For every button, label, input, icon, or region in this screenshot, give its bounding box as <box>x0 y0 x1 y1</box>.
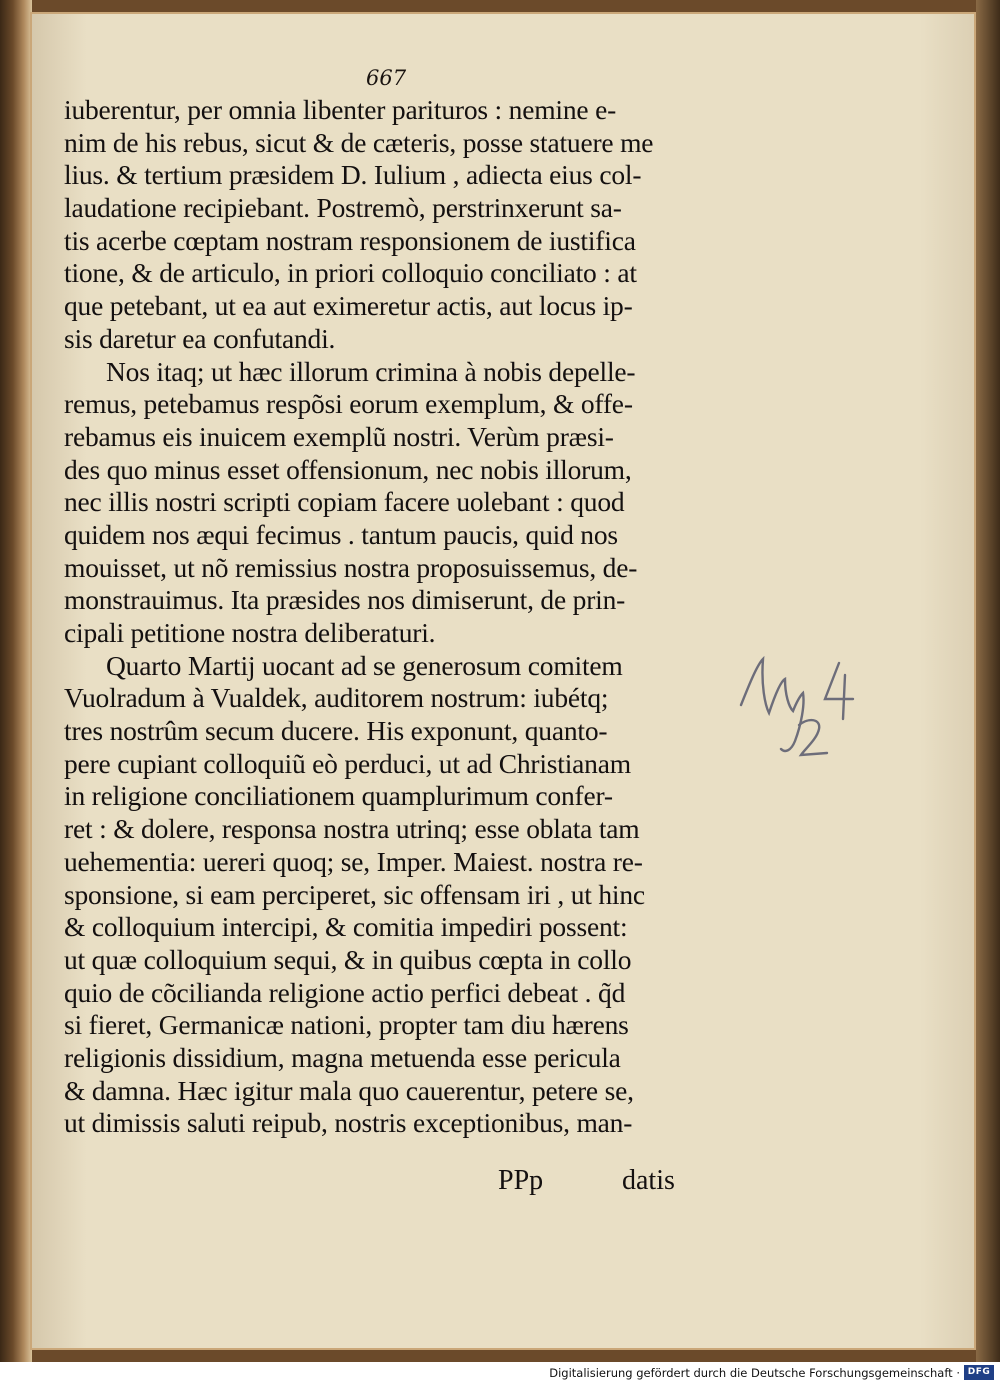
text-line: si fieret, Germanicæ nationi, propter tam diu hærens <box>64 1009 629 1041</box>
text-line: & damna. Hæc igitur mala quo cauerentur, petere se, <box>64 1074 634 1106</box>
text-line: in religione conciliationem quamplurimum confer- <box>64 780 613 812</box>
text-line: nec illis nostri scripti copiam facere uolebant : quod <box>64 486 625 518</box>
text-line: Nos itaq; ut hæc illorum crimina à nobis depelle- <box>106 355 636 387</box>
text-line: quio de cõcilianda religione actio perfici debeat . q̃d <box>64 976 626 1008</box>
book-binding <box>0 0 32 1362</box>
text-line: Quarto Martij uocant ad se generosum comitem <box>106 649 623 681</box>
text-line: tione, & de articulo, in priori colloquio conciliato : at <box>64 257 637 289</box>
text-line: religionis dissidium, magna metuenda esse pericula <box>64 1041 621 1073</box>
text-line: que petebant, ut ea aut eximeretur actis, aut locus ip- <box>64 290 633 322</box>
text-line: tis acerbe cœptam nostram responsionem de iustifica <box>64 224 636 256</box>
book-edge <box>976 0 1000 1362</box>
text-line: nim de his rebus, sicut & de cæteris, posse statuere me <box>64 126 654 158</box>
text-line: monstrauimus. Ita præsides nos dimiserunt, de prin- <box>64 584 626 616</box>
footer-credit: Digitalisierung gefördert durch die Deutsche Forschungsgemeinschaft · <box>549 1366 960 1380</box>
text-line: remus, petebamus respõsi eorum exemplum, & offe- <box>64 388 633 420</box>
text-line: laudatione recipiebant. Postremò, perstrinxerunt sa- <box>64 192 622 224</box>
text-line: ret : & dolere, responsa nostra utrinq; esse oblata tam <box>64 813 640 845</box>
text-line: ut quæ colloquium sequi, & in quibus cœpta in collo <box>64 943 632 975</box>
footer-bar <box>0 1362 1000 1385</box>
handwritten-marginal-note <box>735 655 875 775</box>
dfg-logo: DFG <box>964 1365 994 1380</box>
text-line: rebamus eis inuicem exemplũ nostri. Verùm præsi- <box>64 420 614 452</box>
text-line: Vuolradum à Vualdek, auditorem nostrum: iubétq; <box>64 682 609 714</box>
signature-mark: PPp <box>498 1165 544 1196</box>
text-line: tres nostrûm secum ducere. His exponunt, quanto- <box>64 715 608 747</box>
catchword: datis <box>622 1165 675 1196</box>
text-line: uehementia: uereri quoq; se, Imper. Maiest. nostra re- <box>64 845 643 877</box>
text-line: iuberentur, per omnia libenter parituros : nemine e- <box>64 94 617 125</box>
text-line: quidem nos æqui fecimus . tantum paucis, quid nos <box>64 518 618 550</box>
text-line: lius. & tertium præsidem D. Iulium , adiecta eius col- <box>64 159 642 191</box>
page-number: 667 <box>366 66 407 90</box>
text-line: cipali petitione nostra deliberaturi. <box>64 617 436 648</box>
text-line: sis daretur ea confutandi. <box>64 322 336 354</box>
text-line: pere cupiant colloquiũ eò perduci, ut ad Christianam <box>64 747 631 779</box>
text-line: & colloquium intercipi, & comitia impediri possent: <box>64 911 628 943</box>
text-line: des quo minus esset offensionum, nec nobis illorum, <box>64 453 632 485</box>
page-text-block <box>64 94 714 1140</box>
text-line: sponsione, si eam perciperet, sic offensam iri , ut hinc <box>64 878 645 910</box>
text-line: ut dimissis saluti reipub, nostris exceptionibus, man- <box>64 1107 633 1139</box>
text-line: mouisset, ut nõ remissius nostra proposuissemus, de- <box>64 551 638 583</box>
